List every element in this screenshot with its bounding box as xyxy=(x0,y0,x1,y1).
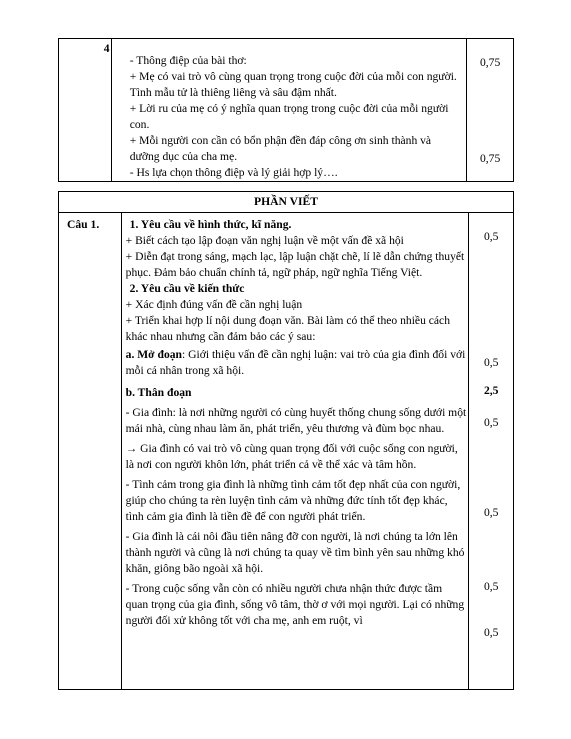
score-value: 0,5 xyxy=(483,230,499,243)
question-cell xyxy=(59,213,122,690)
score-value: 0,5 xyxy=(483,626,499,639)
content-cell xyxy=(103,39,466,182)
score-value: 0,75 xyxy=(479,56,501,69)
requirement-heading-2: 2. Yêu cầu về kiến thức xyxy=(129,282,245,295)
answer-table-writing xyxy=(58,191,514,690)
message-heading: - Thông điệp của bài thơ: xyxy=(129,54,247,67)
requirement-2b: + Triển khai hợp lí nội dung đoạn văn. Bài làm có thể theo nhiều cách khác nhau nhưng cần đảm bảo các ý sau: xyxy=(125,314,450,343)
rubric-cell xyxy=(121,213,469,690)
message-point-2: + Lời ru của mẹ có ý nghĩa quan trọng trong cuộc đời của mỗi người con. xyxy=(129,102,449,131)
empty-cell xyxy=(59,39,112,182)
score-value: 2,5 xyxy=(483,384,499,397)
body-heading: b. Thân đoạn xyxy=(125,386,192,399)
question-number: 4 xyxy=(103,42,110,55)
message-point-3: + Mỗi người con cần có bổn phận đền đáp công ơn sinh thành và dưỡng dục của cha mẹ. xyxy=(129,134,432,163)
score-cell xyxy=(467,39,514,182)
question-label: Câu 1. xyxy=(67,218,100,231)
score-column xyxy=(469,213,514,690)
requirement-1b: + Diễn đạt trong sáng, mạch lạc, lập luận chặt chẽ, lí lẽ dẫn chứng thuyết phục. Đảm bảo chuẩn chính tả, ngữ pháp, ngữ nghĩa Tiếng Việt. xyxy=(125,250,465,279)
score-value: 0,5 xyxy=(483,416,499,429)
message-point-1: + Mẹ có vai trò vô cùng quan trọng trong cuộc đời của mỗi con người. Tình mẫu tử là thiêng liêng và sâu đậm nhất. xyxy=(129,70,457,99)
requirement-heading-1: 1. Yêu cầu về hình thức, kĩ năng. xyxy=(129,218,292,231)
score-value: 0,5 xyxy=(483,580,499,593)
body-point-4: - Gia đình là cái nôi đầu tiên nâng đỡ con người, là nơi chúng ta lớn lên thành người và cũng là nơi chúng ta quay về tìm bình yên sau những khó khăn, giông bão ngoài xã hội. xyxy=(125,530,465,575)
section-title: PHẦN VIẾT xyxy=(59,192,514,213)
opening-text: : Giới thiệu vấn đề cần nghị luận: vai trò của gia đình đối với mỗi cá nhân trong xã hội. xyxy=(125,348,466,377)
body-point-3: - Tình cảm trong gia đình là những tình cảm tốt đẹp nhất của con người, giúp cho chúng ta rèn luyện tình cảm và những đức tính tốt đẹp khác, tình cảm gia đình là tiền đề để con người phát triển. xyxy=(125,478,461,523)
score-value: 0,5 xyxy=(483,506,499,519)
requirement-1a: + Biết cách tạo lập đoạn văn nghị luận về một vấn đề xã hội xyxy=(125,234,404,247)
answer-table-part1 xyxy=(58,38,514,182)
requirement-2a: + Xác định đúng vấn đề cần nghị luận xyxy=(125,298,303,311)
message-note: - Hs lựa chọn thông điệp và lý giải hợp lý…. xyxy=(129,166,338,179)
opening-label: a. Mở đoạn xyxy=(125,348,182,361)
body-point-1: - Gia đình: là nơi những người có cùng huyết thống chung sống dưới một mái nhà, cùng nhau làm ăn, phát triển, yêu thương và đùm bọc nhau. xyxy=(125,406,467,435)
score-value: 0,5 xyxy=(483,356,499,369)
body-point-2: → Gia đình có vai trò vô cùng quan trọng đối với cuộc sống con người, là nơi con người khôn lớn, phát triển cả về thể xác và tâm hồn. xyxy=(125,442,458,471)
body-point-5: - Trong cuộc sống vẫn còn có nhiều người chưa nhận thức được tầm quan trọng của gia đình, sống vô tâm, thờ ơ với mọi người. Lại có những người đối xử không tốt với cha mẹ, anh em ruột, vì xyxy=(125,582,465,627)
score-value: 0,75 xyxy=(479,152,501,165)
opening-paragraph xyxy=(126,347,467,379)
